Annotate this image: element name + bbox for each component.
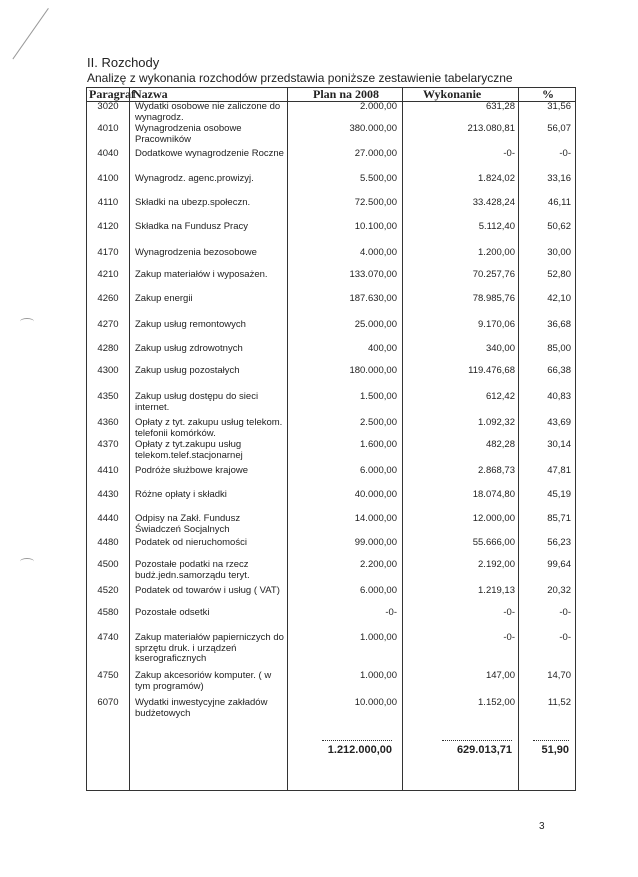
pen-mark: [12, 8, 48, 59]
row-wykonanie: 482,28: [485, 439, 515, 450]
total-pct: 51,90: [533, 740, 569, 756]
row-nazwa: Wynagrodz. agenc.prowizyj.: [135, 173, 254, 184]
row-plan: 10.100,00: [354, 221, 397, 232]
row-paragraf: 4370: [97, 439, 119, 450]
row-plan: 5.500,00: [360, 173, 397, 184]
row-plan: -0-: [385, 607, 397, 618]
row-plan: 133.070,00: [349, 269, 397, 280]
row-pct: 52,80: [547, 269, 571, 280]
total-wykonanie: 629.013,71: [442, 740, 512, 756]
row-nazwa: Wynagrodzenia osobowe Pracowników: [135, 123, 242, 145]
row-wykonanie: 2.192,00: [478, 559, 515, 570]
row-paragraf: 4270: [97, 319, 119, 330]
row-paragraf: 4010: [97, 123, 119, 134]
row-wykonanie: 119.476,68: [468, 365, 515, 376]
row-nazwa: Zakup akcesoriów komputer. ( w tym programów): [135, 670, 272, 692]
row-nazwa: Zakup energii: [135, 293, 193, 304]
row-wykonanie: 1.824,02: [478, 173, 515, 184]
row-paragraf: 4580: [97, 607, 119, 618]
row-wykonanie: -0-: [503, 607, 515, 618]
header-paragraf: Paragraf: [89, 87, 135, 101]
row-nazwa: Dodatkowe wynagrodzenie Roczne: [135, 148, 284, 159]
row-paragraf: 4110: [97, 197, 119, 208]
row-wykonanie: 1.152,00: [478, 697, 515, 708]
row-plan: 6.000,00: [360, 465, 397, 476]
row-pct: -0-: [559, 607, 571, 618]
row-wykonanie: 70.257,76: [472, 269, 515, 280]
page-number: 3: [539, 821, 545, 832]
row-paragraf: 4040: [97, 148, 119, 159]
row-paragraf: 4170: [97, 247, 119, 258]
row-nazwa: Zakup usług dostępu do sieci internet.: [135, 391, 259, 413]
row-wykonanie: 612,42: [485, 391, 515, 402]
column-divider: [518, 88, 519, 790]
column-divider: [129, 88, 130, 790]
row-nazwa: Opłaty z tyt. zakupu usług telekom. telefonii komórków.: [135, 417, 283, 439]
row-paragraf: 4410: [97, 465, 119, 476]
row-pct: 99,64: [547, 559, 571, 570]
row-pct: 43,69: [547, 417, 571, 428]
header-nazwa: Nazwa: [133, 87, 168, 101]
row-paragraf: 4120: [97, 221, 119, 232]
row-paragraf: 4480: [97, 537, 119, 548]
row-plan: 1.000,00: [360, 670, 397, 681]
row-pct: 11,52: [547, 697, 571, 708]
row-wykonanie: 213.080,81: [467, 123, 515, 134]
column-divider: [287, 88, 288, 790]
row-wykonanie: 1.092,32: [478, 417, 515, 428]
row-pct: 46,11: [547, 197, 571, 208]
row-plan: 1.500,00: [360, 391, 397, 402]
table-header: [87, 88, 575, 102]
row-paragraf: 4350: [97, 391, 119, 402]
punch-hole-mark: [20, 318, 34, 325]
total-plan: 1.212.000,00: [322, 740, 392, 756]
row-wykonanie: -0-: [503, 148, 515, 159]
row-paragraf: 3020: [97, 101, 119, 112]
row-nazwa: Podatek od nieruchomości: [135, 537, 247, 548]
row-plan: 2.500,00: [360, 417, 397, 428]
column-divider: [402, 88, 403, 790]
row-pct: 36,68: [547, 319, 571, 330]
row-wykonanie: 18.074,80: [472, 489, 515, 500]
row-plan: 6.000,00: [360, 585, 397, 596]
row-wykonanie: 1.219,13: [478, 585, 515, 596]
row-pct: 20,32: [547, 585, 571, 596]
row-nazwa: Wynagrodzenia bezosobowe: [135, 247, 257, 258]
row-wykonanie: 9.170,06: [478, 319, 515, 330]
row-pct: 66,38: [547, 365, 571, 376]
row-paragraf: 4280: [97, 343, 119, 354]
row-plan: 380.000,00: [349, 123, 397, 134]
row-paragraf: 4300: [97, 365, 119, 376]
row-paragraf: 4360: [97, 417, 119, 428]
row-plan: 72.500,00: [354, 197, 397, 208]
row-pct: 31,56: [547, 101, 571, 112]
row-plan: 4.000,00: [360, 247, 397, 258]
row-pct: 45,19: [547, 489, 571, 500]
row-pct: -0-: [559, 148, 571, 159]
intro-text: Analizę z wykonania rozchodów przedstawia poniższe zestawienie tabelaryczne: [87, 71, 513, 85]
row-wykonanie: 78.985,76: [472, 293, 515, 304]
row-wykonanie: 1.200,00: [478, 247, 515, 258]
row-nazwa: Zakup usług pozostałych: [135, 365, 240, 376]
row-pct: 56,23: [547, 537, 571, 548]
row-nazwa: Wydatki osobowe nie zaliczone do wynagrodz.: [135, 101, 281, 123]
row-wykonanie: 631,28: [485, 101, 515, 112]
row-plan: 2.200,00: [360, 559, 397, 570]
row-paragraf: 6070: [97, 697, 119, 708]
row-paragraf: 4210: [97, 269, 119, 280]
row-wykonanie: 5.112,40: [478, 221, 515, 232]
row-nazwa: Zakup materiałów papierniczych do sprzętu druk. i urządzeń kserograficznych: [135, 632, 284, 664]
row-nazwa: Podatek od towarów i usług ( VAT): [135, 585, 280, 596]
row-paragraf: 4260: [97, 293, 119, 304]
row-pct: -0-: [559, 632, 571, 643]
expenses-table: [86, 87, 576, 791]
section-title: II. Rozchody: [87, 55, 160, 70]
row-wykonanie: 55.666,00: [472, 537, 515, 548]
row-paragraf: 4740: [97, 632, 119, 643]
row-pct: 56,07: [547, 123, 571, 134]
row-pct: 30,14: [547, 439, 571, 450]
row-paragraf: 4520: [97, 585, 119, 596]
row-nazwa: Pozostałe odsetki: [135, 607, 210, 618]
row-wykonanie: 2.868,73: [478, 465, 515, 476]
row-pct: 50,62: [547, 221, 571, 232]
row-wykonanie: 33.428,24: [472, 197, 515, 208]
row-wykonanie: 12.000,00: [472, 513, 515, 524]
row-pct: 85,00: [547, 343, 571, 354]
row-nazwa: Różne opłaty i składki: [135, 489, 227, 500]
row-plan: 1.000,00: [360, 632, 397, 643]
row-nazwa: Pozostałe podatki na rzecz budż.jedn.samorządu teryt.: [135, 559, 250, 581]
row-paragraf: 4500: [97, 559, 119, 570]
row-pct: 85,71: [547, 513, 571, 524]
row-plan: 1.600,00: [360, 439, 397, 450]
row-plan: 14.000,00: [354, 513, 397, 524]
row-nazwa: Podróże służbowe krajowe: [135, 465, 249, 476]
row-pct: 33,16: [547, 173, 571, 184]
row-wykonanie: 340,00: [485, 343, 515, 354]
row-pct: 14,70: [547, 670, 571, 681]
punch-hole-mark: [20, 558, 34, 565]
row-wykonanie: -0-: [503, 632, 515, 643]
header-plan: Plan na 2008: [313, 87, 380, 101]
row-plan: 10.000,00: [354, 697, 397, 708]
row-paragraf: 4430: [97, 489, 119, 500]
row-nazwa: Opłaty z tyt.zakupu usług telekom.telef.stacjonarnej: [135, 439, 243, 461]
row-nazwa: Zakup usług remontowych: [135, 319, 246, 330]
row-paragraf: 4440: [97, 513, 119, 524]
row-plan: 2.000,00: [360, 101, 397, 112]
header-pct: %: [542, 87, 554, 101]
row-plan: 27.000,00: [354, 148, 397, 159]
row-nazwa: Zakup usług zdrowotnych: [135, 343, 243, 354]
row-paragraf: 4750: [97, 670, 119, 681]
row-plan: 25.000,00: [354, 319, 397, 330]
row-plan: 180.000,00: [349, 365, 397, 376]
header-wykonanie: Wykonanie: [423, 87, 482, 101]
row-pct: 30,00: [547, 247, 571, 258]
row-nazwa: Odpisy na Zakł. Fundusz Świadczeń Socjalnych: [135, 513, 241, 535]
row-pct: 42,10: [547, 293, 571, 304]
row-nazwa: Wydatki inwestycyjne zakładów budżetowych: [135, 697, 268, 719]
row-plan: 40.000,00: [354, 489, 397, 500]
row-nazwa: Składki na ubezp.społeczn.: [135, 197, 251, 208]
row-plan: 99.000,00: [354, 537, 397, 548]
row-plan: 187.630,00: [349, 293, 397, 304]
row-pct: 47,81: [547, 465, 571, 476]
row-pct: 40,83: [547, 391, 571, 402]
row-nazwa: Składka na Fundusz Pracy: [135, 221, 249, 232]
row-wykonanie: 147,00: [485, 670, 515, 681]
row-paragraf: 4100: [97, 173, 119, 184]
row-nazwa: Zakup materiałów i wyposażen.: [135, 269, 268, 280]
row-plan: 400,00: [367, 343, 397, 354]
